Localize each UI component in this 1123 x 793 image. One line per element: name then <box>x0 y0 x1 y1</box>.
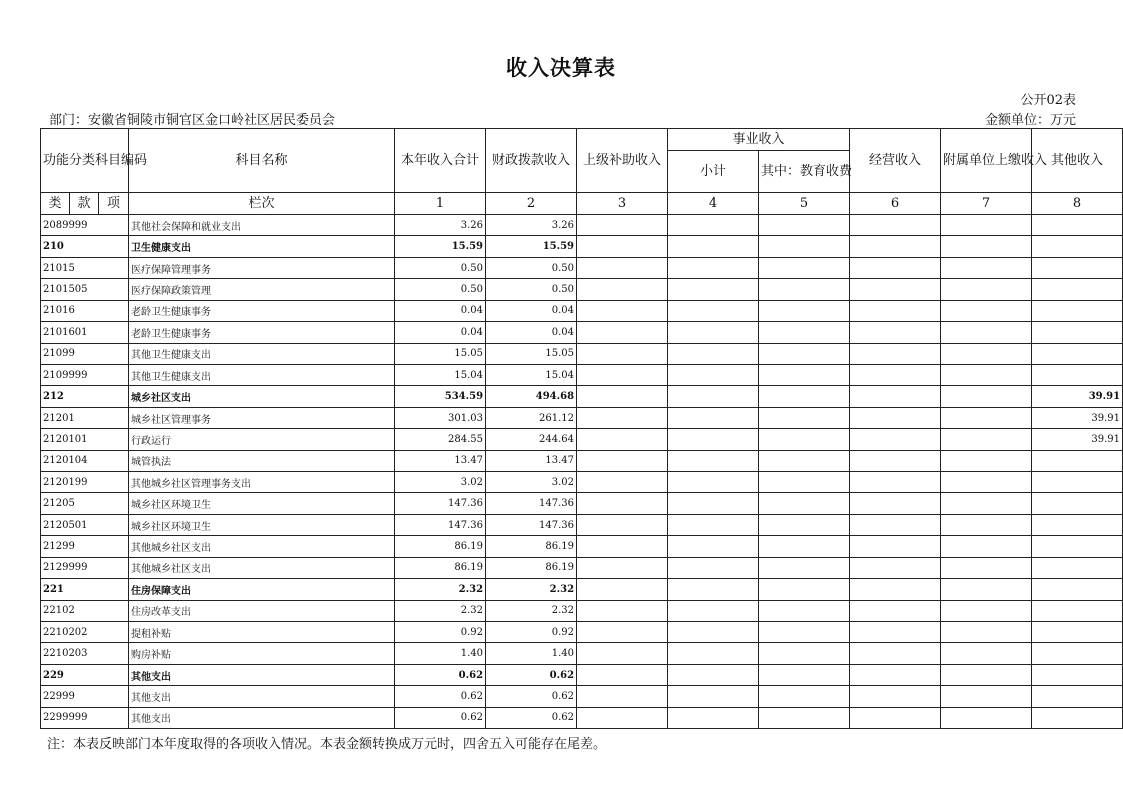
row-subject-name: 医疗保障管理事务 <box>129 257 395 278</box>
row-subject-name: 老龄卫生健康事务 <box>129 300 395 321</box>
row-total: 0.62 <box>395 707 486 728</box>
row-operating <box>850 493 941 514</box>
row-subject-name: 购房补贴 <box>129 643 395 664</box>
row-affiliate <box>941 622 1032 643</box>
row-other <box>1032 493 1123 514</box>
row-other <box>1032 643 1123 664</box>
header-col-3: 3 <box>577 193 668 215</box>
row-other <box>1032 236 1123 257</box>
row-superior <box>577 557 668 578</box>
row-subject-name: 其他卫生健康支出 <box>129 364 395 385</box>
row-fiscal: 86.19 <box>486 536 577 557</box>
row-education-fee <box>759 493 850 514</box>
row-subject-name: 住房改革支出 <box>129 600 395 621</box>
header-col-5: 5 <box>759 193 850 215</box>
row-education-fee <box>759 236 850 257</box>
row-superior <box>577 707 668 728</box>
row-education-fee <box>759 622 850 643</box>
row-superior <box>577 450 668 471</box>
row-affiliate <box>941 236 1032 257</box>
row-code: 21016 <box>41 300 129 321</box>
row-fiscal: 15.04 <box>486 364 577 385</box>
row-superior <box>577 386 668 407</box>
row-operating <box>850 686 941 707</box>
row-affiliate <box>941 279 1032 300</box>
header-other: 其他收入 <box>1032 129 1123 193</box>
row-total: 0.92 <box>395 622 486 643</box>
row-other <box>1032 364 1123 385</box>
table-row <box>41 686 1123 707</box>
row-business-subtotal <box>668 429 759 450</box>
row-affiliate <box>941 493 1032 514</box>
row-superior <box>577 343 668 364</box>
row-other <box>1032 472 1123 493</box>
table-row <box>41 364 1123 385</box>
row-affiliate <box>941 300 1032 321</box>
row-education-fee <box>759 514 850 535</box>
row-subject-name: 其他城乡社区管理事务支出 <box>129 472 395 493</box>
row-education-fee <box>759 450 850 471</box>
row-code: 2109999 <box>41 364 129 385</box>
row-operating <box>850 514 941 535</box>
row-superior <box>577 493 668 514</box>
row-fiscal: 3.26 <box>486 215 577 236</box>
row-affiliate <box>941 343 1032 364</box>
row-fiscal: 0.92 <box>486 622 577 643</box>
row-business-subtotal <box>668 215 759 236</box>
row-operating <box>850 343 941 364</box>
row-affiliate <box>941 322 1032 343</box>
header-col-4: 4 <box>668 193 759 215</box>
row-other <box>1032 215 1123 236</box>
row-code: 2101505 <box>41 279 129 300</box>
row-business-subtotal <box>668 386 759 407</box>
header-fiscal: 财政拨款收入 <box>486 129 577 193</box>
row-fiscal: 15.59 <box>486 236 577 257</box>
table-row <box>41 429 1123 450</box>
row-subject-name: 其他城乡社区支出 <box>129 557 395 578</box>
row-code: 229 <box>41 664 129 685</box>
row-affiliate <box>941 364 1032 385</box>
row-code: 221 <box>41 579 129 600</box>
row-code: 210 <box>41 236 129 257</box>
row-operating <box>850 622 941 643</box>
row-total: 0.62 <box>395 686 486 707</box>
row-business-subtotal <box>668 343 759 364</box>
row-operating <box>850 279 941 300</box>
row-business-subtotal <box>668 450 759 471</box>
row-operating <box>850 364 941 385</box>
row-total: 147.36 <box>395 514 486 535</box>
row-total: 284.55 <box>395 429 486 450</box>
row-other <box>1032 322 1123 343</box>
table-row <box>41 643 1123 664</box>
row-operating <box>850 322 941 343</box>
row-education-fee <box>759 429 850 450</box>
row-fiscal: 2.32 <box>486 579 577 600</box>
row-superior <box>577 215 668 236</box>
row-superior <box>577 514 668 535</box>
table-row <box>41 664 1123 685</box>
row-education-fee <box>759 257 850 278</box>
row-fiscal: 13.47 <box>486 450 577 471</box>
row-superior <box>577 664 668 685</box>
row-other <box>1032 514 1123 535</box>
row-code: 21099 <box>41 343 129 364</box>
row-superior <box>577 407 668 428</box>
row-superior <box>577 579 668 600</box>
row-operating <box>850 579 941 600</box>
row-other <box>1032 343 1123 364</box>
row-education-fee <box>759 643 850 664</box>
header-col-2: 2 <box>486 193 577 215</box>
row-other <box>1032 686 1123 707</box>
row-total: 3.02 <box>395 472 486 493</box>
row-operating <box>850 664 941 685</box>
row-code: 21015 <box>41 257 129 278</box>
row-code: 2120101 <box>41 429 129 450</box>
header-subject-name: 科目名称 <box>129 129 395 193</box>
header-kuan: 款 <box>70 193 99 215</box>
header-col-6: 6 <box>850 193 941 215</box>
header-xiang: 项 <box>99 193 129 215</box>
row-subject-name: 行政运行 <box>129 429 395 450</box>
row-subject-name: 其他卫生健康支出 <box>129 343 395 364</box>
page-title: 收入决算表 <box>506 56 616 80</box>
header-col-1: 1 <box>395 193 486 215</box>
row-affiliate <box>941 429 1032 450</box>
table-row <box>41 322 1123 343</box>
row-other <box>1032 557 1123 578</box>
table-row <box>41 407 1123 428</box>
header-superior: 上级补助收入 <box>577 129 668 193</box>
table-row <box>41 215 1123 236</box>
row-total: 86.19 <box>395 536 486 557</box>
row-code: 2101601 <box>41 322 129 343</box>
row-total: 301.03 <box>395 407 486 428</box>
row-code: 2089999 <box>41 215 129 236</box>
row-operating <box>850 407 941 428</box>
income-final-accounts-table <box>40 128 1123 729</box>
header-col-7: 7 <box>941 193 1032 215</box>
table-row <box>41 600 1123 621</box>
row-code: 2120501 <box>41 514 129 535</box>
row-other <box>1032 664 1123 685</box>
table-row <box>41 493 1123 514</box>
row-total: 15.04 <box>395 364 486 385</box>
row-fiscal: 0.50 <box>486 279 577 300</box>
row-subject-name: 城乡社区支出 <box>129 386 395 407</box>
row-education-fee <box>759 322 850 343</box>
row-affiliate <box>941 536 1032 557</box>
row-superior <box>577 429 668 450</box>
row-business-subtotal <box>668 622 759 643</box>
row-total: 0.62 <box>395 664 486 685</box>
row-business-subtotal <box>668 257 759 278</box>
row-operating <box>850 450 941 471</box>
row-subject-name: 老龄卫生健康事务 <box>129 322 395 343</box>
row-other <box>1032 536 1123 557</box>
row-superior <box>577 257 668 278</box>
table-row <box>41 472 1123 493</box>
row-affiliate <box>941 579 1032 600</box>
row-total: 3.26 <box>395 215 486 236</box>
row-fiscal: 0.50 <box>486 257 577 278</box>
row-subject-name: 医疗保障政策管理 <box>129 279 395 300</box>
row-operating <box>850 472 941 493</box>
header-affiliate: 附属单位上缴收入 <box>941 129 1032 193</box>
row-business-subtotal <box>668 579 759 600</box>
row-superior <box>577 472 668 493</box>
row-other: 39.91 <box>1032 386 1123 407</box>
row-operating <box>850 600 941 621</box>
row-superior <box>577 236 668 257</box>
row-code: 22102 <box>41 600 129 621</box>
row-code: 2299999 <box>41 707 129 728</box>
row-total: 0.04 <box>395 322 486 343</box>
row-business-subtotal <box>668 557 759 578</box>
row-education-fee <box>759 686 850 707</box>
row-other <box>1032 257 1123 278</box>
row-business-subtotal <box>668 279 759 300</box>
row-subject-name: 其他支出 <box>129 664 395 685</box>
row-other <box>1032 279 1123 300</box>
row-subject-name: 城乡社区环境卫生 <box>129 493 395 514</box>
table-row <box>41 536 1123 557</box>
row-superior <box>577 622 668 643</box>
row-superior <box>577 600 668 621</box>
row-subject-name: 住房保障支出 <box>129 579 395 600</box>
row-code: 2129999 <box>41 557 129 578</box>
row-fiscal: 0.62 <box>486 707 577 728</box>
row-subject-name: 其他城乡社区支出 <box>129 536 395 557</box>
row-business-subtotal <box>668 686 759 707</box>
row-other <box>1032 707 1123 728</box>
row-affiliate <box>941 600 1032 621</box>
row-education-fee <box>759 536 850 557</box>
row-affiliate <box>941 664 1032 685</box>
row-operating <box>850 257 941 278</box>
row-education-fee <box>759 600 850 621</box>
row-superior <box>577 364 668 385</box>
row-total: 2.32 <box>395 579 486 600</box>
row-superior <box>577 322 668 343</box>
row-total: 0.50 <box>395 257 486 278</box>
footnote: 注：本表反映部门本年度取得的各项收入情况。本表金额转换成万元时，四舍五入可能存在尾差。 <box>47 737 607 752</box>
row-fiscal: 0.04 <box>486 300 577 321</box>
row-affiliate <box>941 386 1032 407</box>
row-operating <box>850 429 941 450</box>
row-code: 21299 <box>41 536 129 557</box>
table-row <box>41 579 1123 600</box>
row-fiscal: 0.62 <box>486 664 577 685</box>
row-code: 21201 <box>41 407 129 428</box>
row-business-subtotal <box>668 536 759 557</box>
row-subject-name: 其他支出 <box>129 686 395 707</box>
row-code: 2210203 <box>41 643 129 664</box>
row-business-subtotal <box>668 664 759 685</box>
row-code: 2120199 <box>41 472 129 493</box>
row-code: 21205 <box>41 493 129 514</box>
row-total: 2.32 <box>395 600 486 621</box>
row-subject-name: 城乡社区环境卫生 <box>129 514 395 535</box>
row-business-subtotal <box>668 322 759 343</box>
row-superior <box>577 686 668 707</box>
header-business: 事业收入 <box>668 129 850 151</box>
row-business-subtotal <box>668 707 759 728</box>
header-subtotal: 小计 <box>668 151 759 193</box>
row-fiscal: 2.32 <box>486 600 577 621</box>
row-education-fee <box>759 279 850 300</box>
row-business-subtotal <box>668 472 759 493</box>
row-total: 0.04 <box>395 300 486 321</box>
row-subject-name: 其他社会保障和就业支出 <box>129 215 395 236</box>
row-subject-name: 城管执法 <box>129 450 395 471</box>
table-body <box>41 215 1123 729</box>
table-row <box>41 236 1123 257</box>
row-other <box>1032 600 1123 621</box>
table-row <box>41 514 1123 535</box>
row-fiscal: 0.62 <box>486 686 577 707</box>
row-education-fee <box>759 364 850 385</box>
row-fiscal: 147.36 <box>486 514 577 535</box>
table-row <box>41 450 1123 471</box>
header-func-code: 功能分类科目编码 <box>41 129 129 193</box>
table-row <box>41 386 1123 407</box>
row-affiliate <box>941 643 1032 664</box>
row-operating <box>850 386 941 407</box>
row-operating <box>850 300 941 321</box>
header-total: 本年收入合计 <box>395 129 486 193</box>
table-row <box>41 257 1123 278</box>
table-row <box>41 707 1123 728</box>
row-total: 534.59 <box>395 386 486 407</box>
row-business-subtotal <box>668 407 759 428</box>
row-education-fee <box>759 407 850 428</box>
department-label: 部门：安徽省铜陵市铜官区金口岭社区居民委员会 <box>49 113 336 128</box>
row-education-fee <box>759 300 850 321</box>
table-row <box>41 557 1123 578</box>
row-business-subtotal <box>668 493 759 514</box>
row-subject-name: 提租补贴 <box>129 622 395 643</box>
table-row <box>41 622 1123 643</box>
header-operating: 经营收入 <box>850 129 941 193</box>
row-fiscal: 0.04 <box>486 322 577 343</box>
row-fiscal: 3.02 <box>486 472 577 493</box>
row-code: 22999 <box>41 686 129 707</box>
row-affiliate <box>941 557 1032 578</box>
row-business-subtotal <box>668 236 759 257</box>
row-fiscal: 15.05 <box>486 343 577 364</box>
row-code: 2210202 <box>41 622 129 643</box>
table-row <box>41 300 1123 321</box>
row-education-fee <box>759 579 850 600</box>
row-education-fee <box>759 386 850 407</box>
row-subject-name: 卫生健康支出 <box>129 236 395 257</box>
row-total: 147.36 <box>395 493 486 514</box>
row-operating <box>850 215 941 236</box>
row-business-subtotal <box>668 643 759 664</box>
row-education-fee <box>759 472 850 493</box>
row-total: 1.40 <box>395 643 486 664</box>
row-affiliate <box>941 514 1032 535</box>
row-affiliate <box>941 686 1032 707</box>
row-fiscal: 261.12 <box>486 407 577 428</box>
row-business-subtotal <box>668 600 759 621</box>
row-superior <box>577 536 668 557</box>
row-fiscal: 494.68 <box>486 386 577 407</box>
row-other: 39.91 <box>1032 407 1123 428</box>
row-affiliate <box>941 472 1032 493</box>
row-superior <box>577 300 668 321</box>
table-number: 公开02表 <box>1020 93 1076 108</box>
row-affiliate <box>941 257 1032 278</box>
row-education-fee <box>759 707 850 728</box>
row-other: 39.91 <box>1032 429 1123 450</box>
row-operating <box>850 536 941 557</box>
row-fiscal: 1.40 <box>486 643 577 664</box>
row-code: 2120104 <box>41 450 129 471</box>
row-operating <box>850 643 941 664</box>
header-col-8: 8 <box>1032 193 1123 215</box>
row-operating <box>850 557 941 578</box>
row-other <box>1032 450 1123 471</box>
row-other <box>1032 300 1123 321</box>
header-lanci: 栏次 <box>129 193 395 215</box>
row-affiliate <box>941 215 1032 236</box>
row-total: 15.59 <box>395 236 486 257</box>
row-education-fee <box>759 557 850 578</box>
row-education-fee <box>759 664 850 685</box>
row-total: 13.47 <box>395 450 486 471</box>
table-row <box>41 279 1123 300</box>
row-affiliate <box>941 407 1032 428</box>
header-lei: 类 <box>41 193 70 215</box>
row-superior <box>577 279 668 300</box>
row-total: 15.05 <box>395 343 486 364</box>
row-fiscal: 147.36 <box>486 493 577 514</box>
row-fiscal: 86.19 <box>486 557 577 578</box>
row-business-subtotal <box>668 514 759 535</box>
row-subject-name: 城乡社区管理事务 <box>129 407 395 428</box>
row-affiliate <box>941 707 1032 728</box>
row-other <box>1032 622 1123 643</box>
row-education-fee <box>759 343 850 364</box>
row-business-subtotal <box>668 300 759 321</box>
row-code: 212 <box>41 386 129 407</box>
row-fiscal: 244.64 <box>486 429 577 450</box>
header-education: 其中：教育收费 <box>759 151 850 193</box>
row-total: 86.19 <box>395 557 486 578</box>
unit-label: 金额单位：万元 <box>984 113 1076 128</box>
row-operating <box>850 236 941 257</box>
row-other <box>1032 579 1123 600</box>
row-subject-name: 其他支出 <box>129 707 395 728</box>
row-education-fee <box>759 215 850 236</box>
table-header <box>41 129 1123 215</box>
table-row <box>41 343 1123 364</box>
row-total: 0.50 <box>395 279 486 300</box>
row-business-subtotal <box>668 364 759 385</box>
row-operating <box>850 707 941 728</box>
row-affiliate <box>941 450 1032 471</box>
row-superior <box>577 643 668 664</box>
